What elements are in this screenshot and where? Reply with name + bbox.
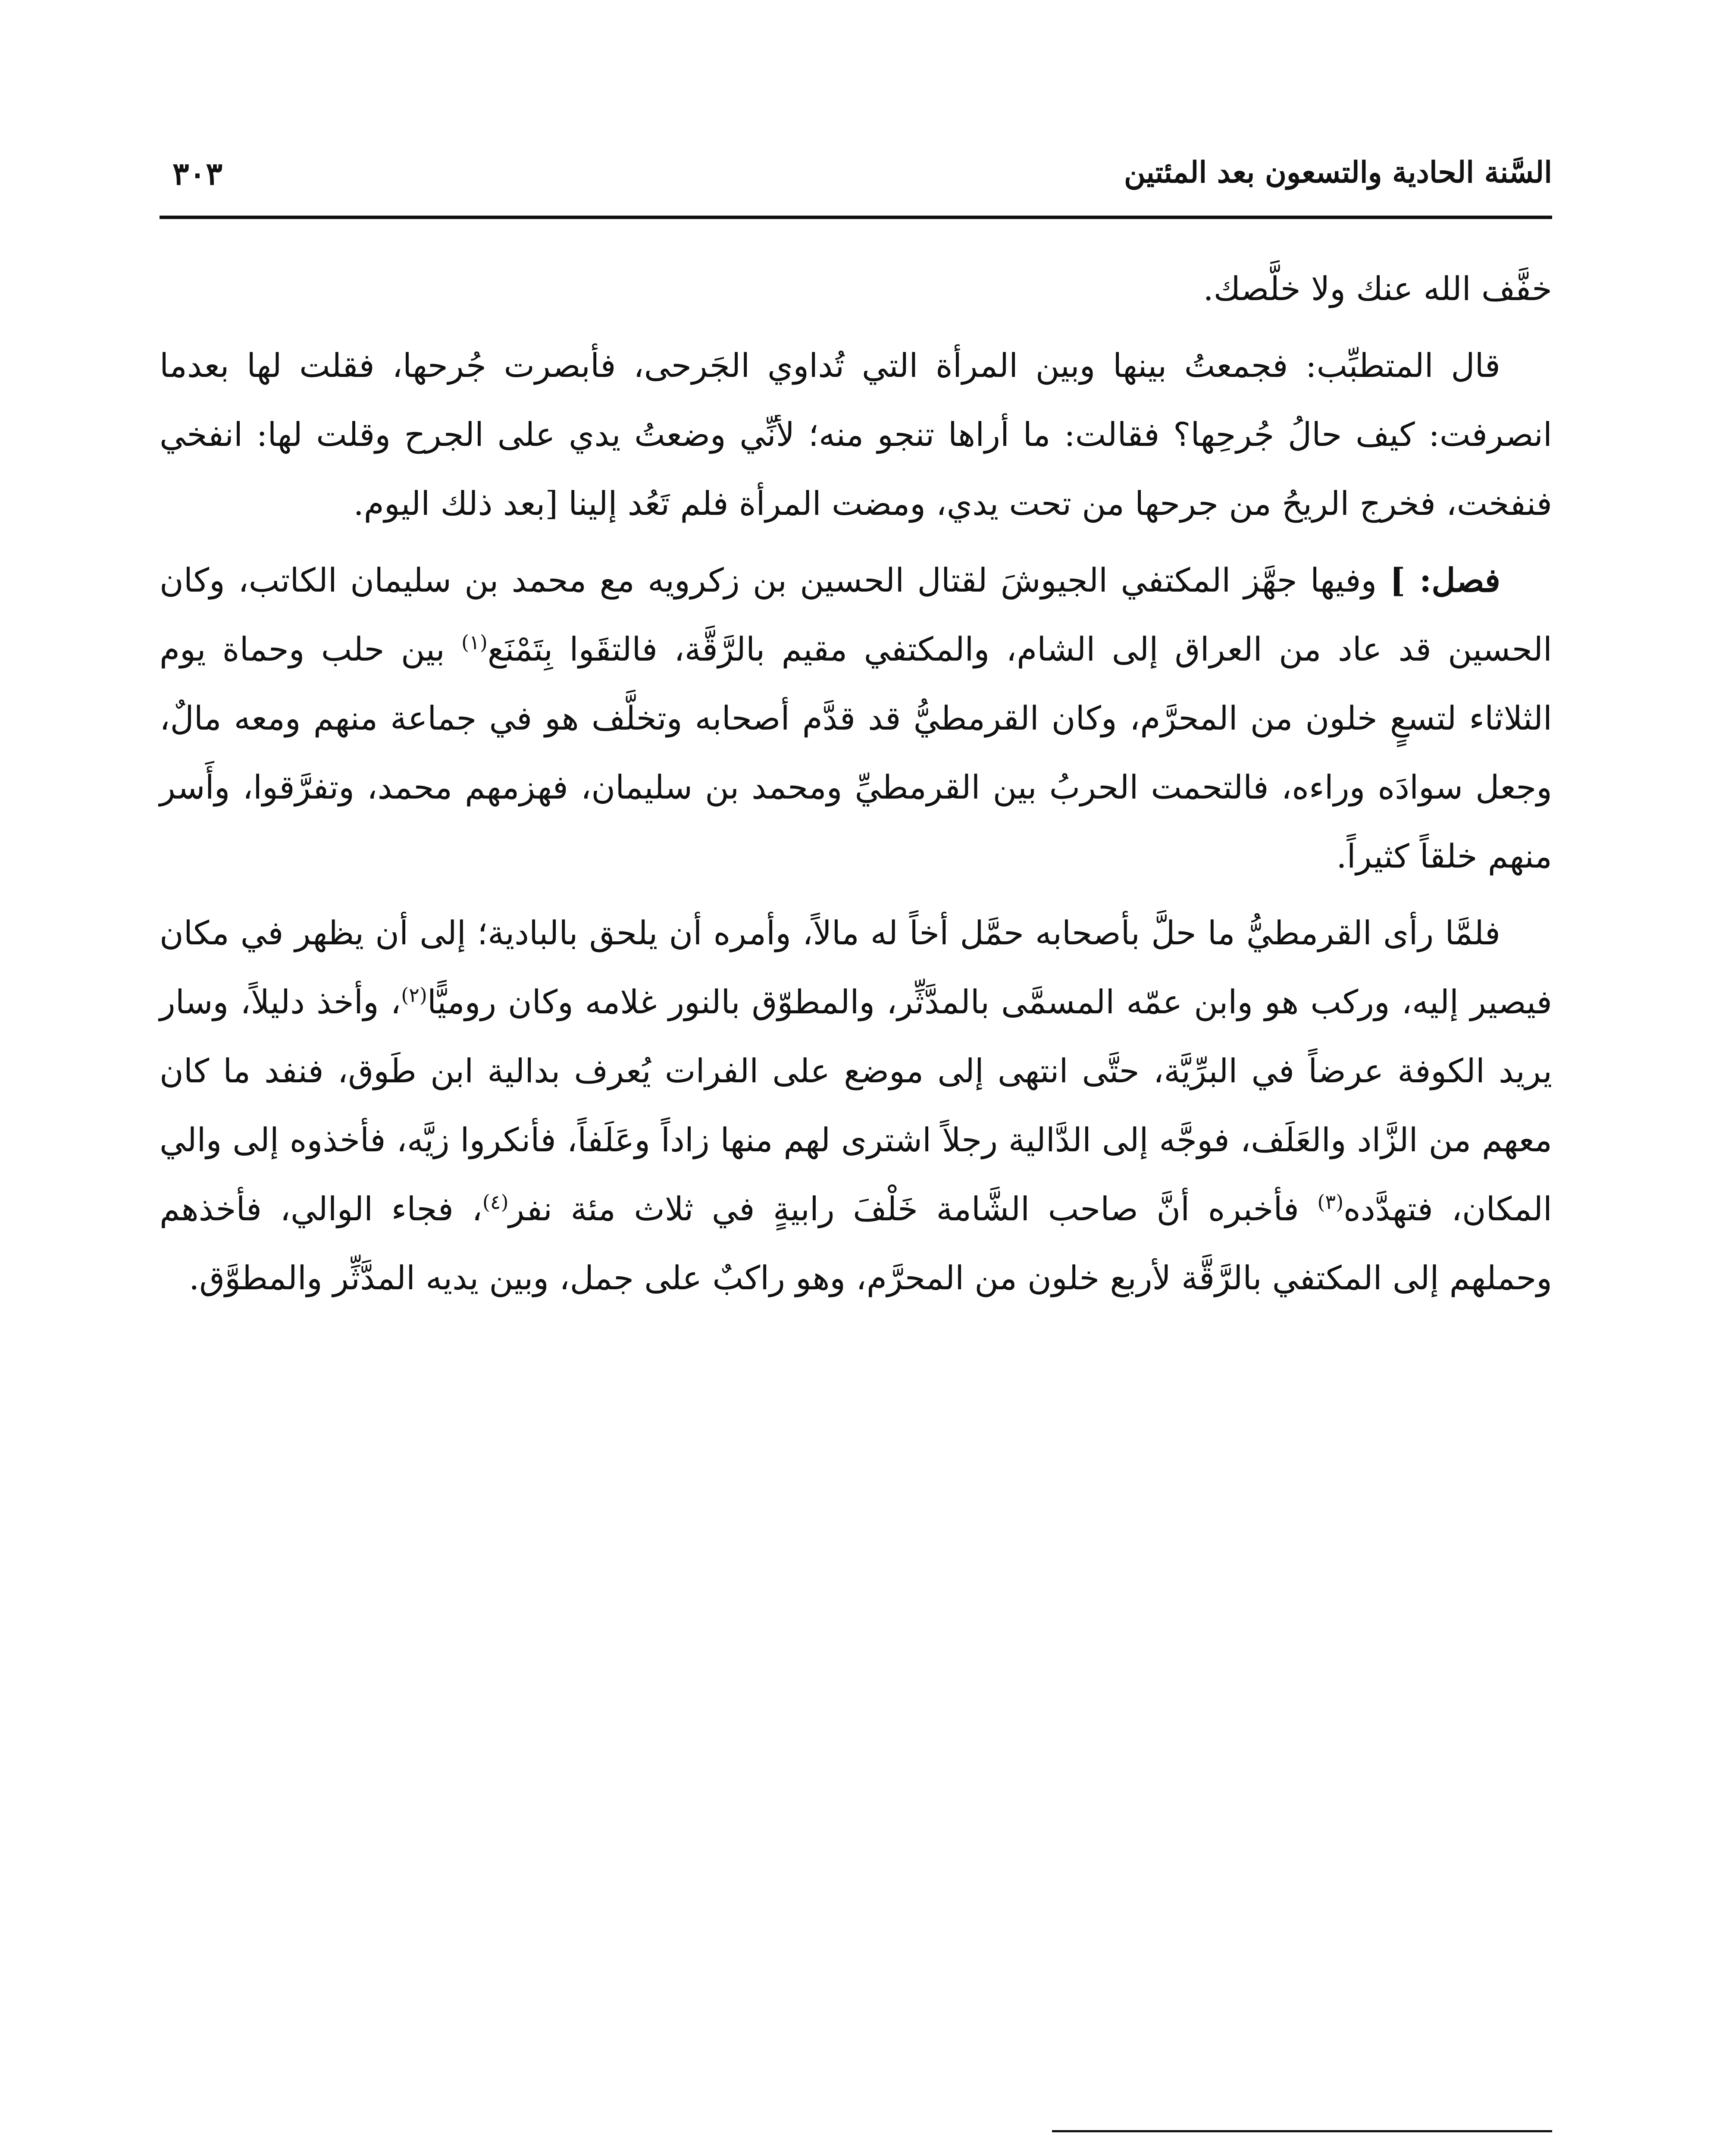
- paragraph-text: ، وأخذ دليلاً، وسار يريد الكوفة عرضاً في البرِّيَّة، حتَّى انتهى إلى موضع على الفرات يُعرف بدالية ابن طَوق، فنفد ما كان معهم من الزَّاد والعَلَف، فوجَّه إلى الدَّالية رجلاً اشترى لهم منها زاداً وعَلَفاً، فأنكروا زيَّه، فأخذوه إلى والي المكان، فتهدَّده: [160, 983, 1553, 1228]
- paragraph-text: بين حلب وحماة يوم الثلاثاء لتسعٍ خلون من المحرَّم، وكان القرمطيُّ قد قدَّم أصحابه وتخلَّف هو في جماعة منهم ومعه مالٌ، وجعل سوادَه وراءه، فالتحمت الحربُ بين القرمطيِّ ومحمد بن سليمان، فهزمهم محمد، وتفرَّقوا، وأَسر منهم خلقاً كثيراً.: [160, 630, 1552, 875]
- running-title: السَّنة الحادية والتسعون بعد المئتين: [1124, 155, 1552, 190]
- book-page: [160, 142, 1552, 2156]
- footnote-1: [160, 2152, 1552, 2156]
- paragraph-text: وفيها جهَّز المكتفي الجيوشَ لقتال الحسين بن زكرويه مع محمد بن سليمان الكاتب، وكان الحسين قد عاد من العراق إلى الشام، والمكتفي مقيم بالرَّقَّة، فالتقَوا بِتَمْنَع: [160, 561, 1553, 668]
- page-header: [160, 142, 1552, 207]
- footnote-ref-3[interactable]: (٣): [1317, 1190, 1344, 1214]
- page-number: ٣٠٣: [172, 155, 223, 192]
- paragraph-text: فأخبره أنَّ صاحب الشَّامة خَلْفَ رابيةٍ في ثلاث مئة نفر: [508, 1190, 1318, 1228]
- paragraph-text: فلمَّا رأى القرمطيُّ ما حلَّ بأصحابه حمَّل أخاً له مالاً، وأمره أن يلحق بالبادية؛ إلى أن يظهر في مكان فيصير إليه، وركب هو وابن عمّه المسمَّى بالمدَّثِّر، والمطوّق بالنور غلامه وكان روميًّا: [160, 914, 1553, 1021]
- footnote-ref-2[interactable]: (٢): [401, 983, 427, 1007]
- paragraph-physician: قال المتطبِّب: فجمعتُ بينها وبين المرأة التي تُداوي الجَرحى، فأبصرت جُرحها، فقلت لها بعدما انصرفت: كيف حالُ جُرحِها؟ فقالت: ما أراها تنجو منه؛ لأنِّي وضعتُ يدي على الجرح وقلت لها: انفخي فنفخت، فخرج الريحُ من جرحها من تحت يدي، ومضت المرأة فلم تَعُد إلينا [بعد ذلك اليوم.: [160, 346, 1552, 523]
- paragraph-qarmati-flight: [160, 899, 1552, 1313]
- footnote-divider: [1052, 2130, 1552, 2132]
- paragraph-text: ، فجاء الوالي، فأخذهم وحملهم إلى المكتفي بالرَّقَّة لأربع خلون من المحرَّم، وهو راكبٌ على جمل، وبين يديه المدَّثِّر والمطوَّق.: [160, 1190, 1552, 1297]
- main-text: [160, 254, 1552, 1320]
- header-divider: [160, 216, 1552, 219]
- footnote-ref-4[interactable]: (٤): [482, 1190, 509, 1214]
- section-lead: فصل: ]: [1390, 561, 1501, 599]
- footnotes: [160, 2152, 1552, 2156]
- paragraph-section-campaign: [160, 546, 1552, 891]
- footnote-ref-1[interactable]: (١): [461, 630, 488, 654]
- paragraph-continuation: خفَّف الله عنك ولا خلَّصك.: [1203, 270, 1552, 308]
